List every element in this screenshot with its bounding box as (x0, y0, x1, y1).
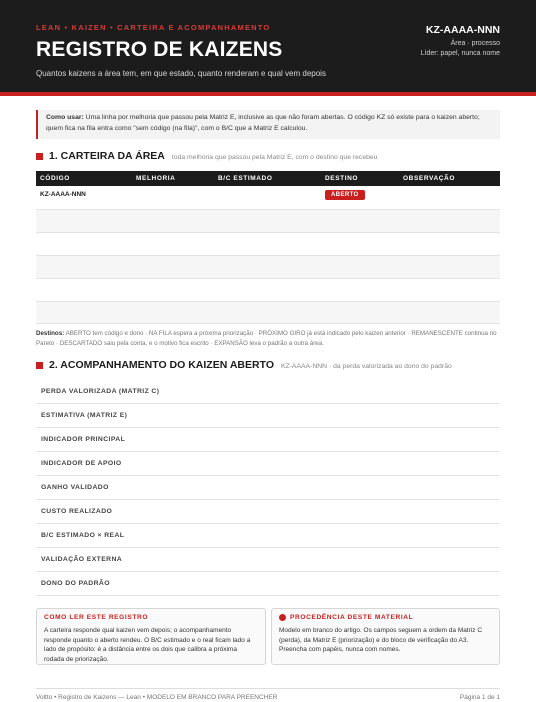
field-label: ESTIMATIVA (MATRIZ E) (41, 412, 128, 419)
section-2-heading (36, 359, 452, 371)
field-label: INDICADOR PRINCIPAL (41, 436, 126, 443)
field-row-loss-valued[interactable] (36, 380, 500, 404)
document-area: Área · processo (450, 40, 500, 47)
header-accent-stripe (0, 92, 536, 96)
field-label: GANHO VALIDADO (41, 484, 109, 491)
provenance-heading (279, 614, 492, 621)
footer-divider (36, 688, 500, 689)
destinations-legend (36, 329, 500, 349)
record-dot-icon (279, 614, 286, 621)
portfolio-table-header (36, 171, 500, 186)
column-header-code: CÓDIGO (40, 175, 70, 182)
section-2-title: 2. ACOMPANHAMENTO DO KAIZEN ABERTO (49, 359, 274, 371)
page-number: Página 1 de 1 (459, 694, 500, 701)
field-row-support-indicator[interactable] (36, 452, 500, 476)
table-row[interactable] (36, 302, 500, 324)
provenance-body: Modelo em branco do artigo. Os campos seguem a ordem da Matriz C (perda), da Matriz E (priorização) e do bloco de verificação do A3. Preencha com papéis, nunca com nomes. (279, 627, 483, 653)
field-row-validated-gain[interactable] (36, 476, 500, 500)
page-title: REGISTRO DE KAIZENS (36, 38, 283, 61)
field-label: CUSTO REALIZADO (41, 508, 113, 515)
document-code: KZ-AAAA-NNN (425, 24, 500, 36)
how-to-read-title: COMO LER ESTE REGISTRO (44, 614, 149, 621)
how-to-use-note (36, 110, 500, 139)
field-row-external-validation[interactable] (36, 548, 500, 572)
field-row-main-indicator[interactable] (36, 428, 500, 452)
field-label: VALIDAÇÃO EXTERNA (41, 556, 123, 563)
how-to-use-text: Uma linha por melhoria que passou pela Matriz E, inclusive as que não foram abertas. O código KZ só existe para o kaizen aberto; quem fica na fila entra como "sem código (na fila)", com o B/C que a Matriz E calculou. (46, 114, 480, 132)
footer-credit: Voltto • Registro de Kaizens — Lean • MODELO EM BRANCO PARA PREENCHER (36, 694, 278, 701)
field-row-realized-cost[interactable] (36, 500, 500, 524)
section-1-hint: toda melhoria que passou pela Matriz E, com o destino que recebeu (171, 154, 378, 161)
how-to-read-body: A carteira responde qual kaizen vem depois; o acompanhamento responde quanto o aberto rendeu. O B/C estimado e o real ficam lado a lado de propósito: é a distância entre os dois que calibra a próxima rodada de priorização. (44, 627, 251, 663)
row-code: KZ-AAAA-NNN (40, 191, 86, 198)
field-label: PERDA VALORIZADA (MATRIZ C) (41, 388, 160, 395)
table-row[interactable] (36, 279, 500, 302)
field-label: B/C ESTIMADO × REAL (41, 532, 125, 539)
column-header-destination: DESTINO (325, 175, 359, 182)
page-subtitle: Quantos kaizens a área tem, em que estado, quanto renderam e qual vem depois (36, 69, 326, 78)
section-2-hint: KZ-AAAA-NNN · da perda valorizada ao dono do padrão (280, 363, 452, 370)
section-1-title: 1. CARTEIRA DA ÁREA (49, 150, 165, 162)
table-row[interactable] (36, 256, 500, 279)
legend-label: Destinos: (36, 330, 65, 337)
provenance-title: PROCEDÊNCIA DESTE MATERIAL (290, 614, 414, 621)
column-header-observation: OBSERVAÇÃO (403, 175, 455, 182)
header-kicker: LEAN • KAIZEN • CARTEIRA E ACOMPANHAMENTO (36, 23, 271, 32)
how-to-use-label: Como usar: (46, 114, 84, 121)
section-marker-icon (36, 153, 43, 160)
table-row[interactable] (36, 210, 500, 233)
table-row[interactable] (36, 186, 500, 210)
section-1-heading (36, 150, 377, 162)
field-label: INDICADOR DE APOIO (41, 460, 122, 467)
field-label: DONO DO PADRÃO (41, 580, 110, 587)
field-row-estimate[interactable] (36, 404, 500, 428)
table-row[interactable] (36, 233, 500, 256)
status-badge: ABERTO (325, 190, 365, 200)
how-to-read-card (36, 608, 266, 665)
column-header-bc-estimated: B/C ESTIMADO (218, 175, 273, 182)
section-marker-icon (36, 362, 43, 369)
legend-text: ABERTO tem código e dono · NA FILA espera a próxima priorização · PRÓXIMO GIRO já está indicado pelo kaizen anterior · REMANESCENTE continua no Pareto · DESCARTADO saiu pela conta, e o motivo fica escrito · EXPANSÃO leva o padrão a outra área. (36, 330, 497, 347)
field-row-bc-estimated-vs-real[interactable] (36, 524, 500, 548)
document-code-block (421, 24, 500, 57)
provenance-card (271, 608, 500, 665)
field-row-standard-owner[interactable] (36, 572, 500, 596)
document-leader: Líder: papel, nunca nome (420, 50, 500, 57)
column-header-improvement: MELHORIA (136, 175, 176, 182)
